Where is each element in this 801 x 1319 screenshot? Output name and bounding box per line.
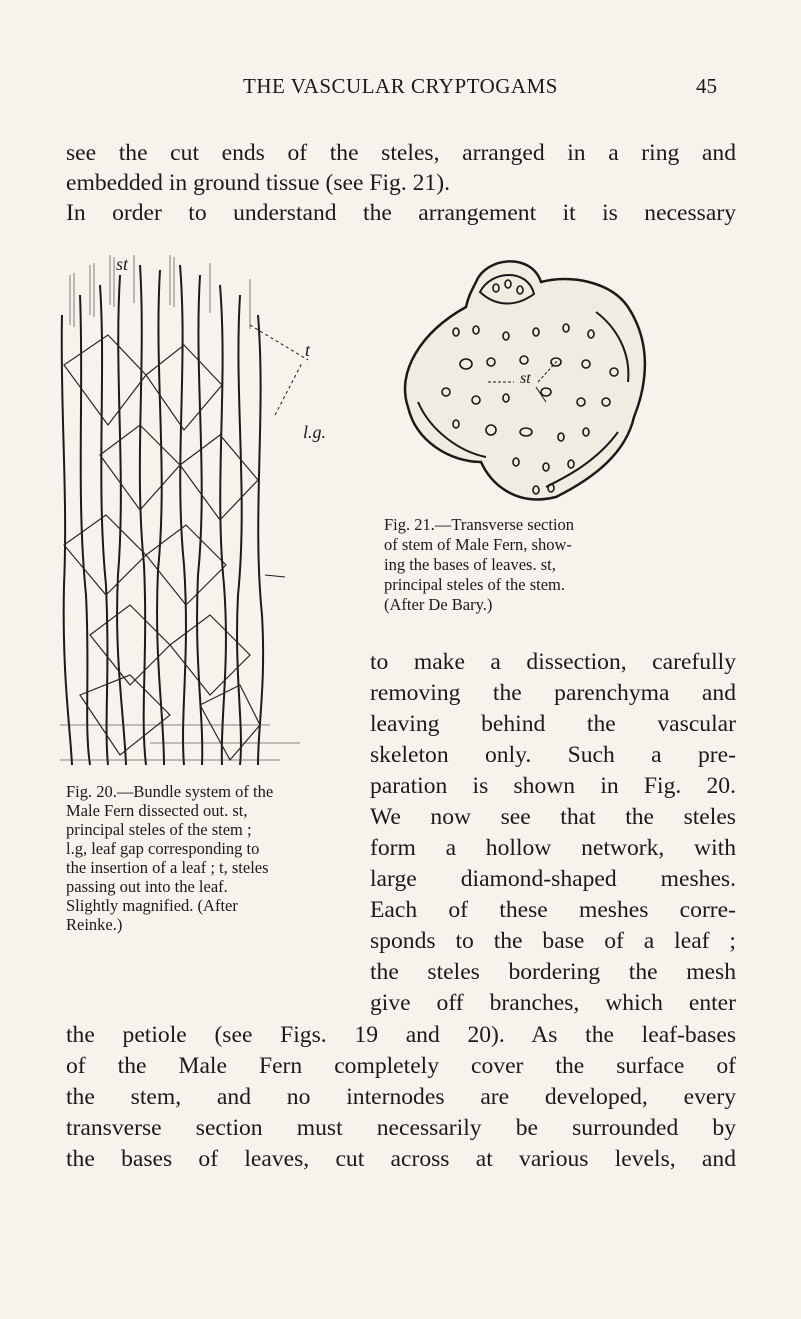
body-line: leaving behind the vascular	[370, 711, 736, 737]
body-line: embedded in ground tissue (see Fig. 21).	[66, 170, 450, 196]
body-line: the bases of leaves, cut across at various levels, and	[66, 1146, 736, 1172]
body-line: Each of these meshes corre-	[370, 897, 736, 923]
body-line: sponds to the base of a leaf ;	[370, 928, 736, 954]
fig21-caption-line: of stem of Male Fern, show-	[384, 535, 572, 554]
body-line: paration is shown in Fig. 20.	[370, 773, 736, 799]
page-number: 45	[696, 74, 717, 98]
body-line: large diamond-shaped meshes.	[370, 866, 736, 892]
fig21-label-st: st	[520, 370, 531, 387]
fig20-caption-line: Reinke.)	[66, 915, 123, 934]
body-line: form a hollow network, with	[370, 835, 736, 861]
body-line: to make a dissection, carefully	[370, 649, 736, 675]
fig20-label-st: st	[116, 254, 129, 274]
body-line: transverse section must necessarily be surrounded by	[66, 1115, 736, 1141]
body-line: skeleton only. Such a pre-	[370, 742, 736, 768]
body-line: We now see that the steles	[370, 804, 736, 830]
fig21-caption-line: principal steles of the stem.	[384, 575, 565, 594]
fig21-caption-line: ing the bases of leaves. st,	[384, 555, 556, 574]
body-line: the stem, and no internodes are developed, every	[66, 1084, 736, 1110]
fig20-caption-line: Male Fern dissected out. st,	[66, 801, 248, 820]
body-line: give off branches, which enter	[370, 990, 736, 1016]
fig21-caption-line: Fig. 21.—Transverse section	[384, 515, 575, 534]
fig20-caption-line: passing out into the leaf.	[66, 877, 228, 896]
fig20-label-lg: l.g.	[303, 422, 327, 442]
fig20-caption-line: principal steles of the stem ;	[66, 820, 252, 839]
body-line: see the cut ends of the steles, arranged in a ring and	[66, 140, 736, 166]
body-line: of the Male Fern completely cover the surface of	[66, 1053, 736, 1079]
body-line: In order to understand the arrangement it is necessary	[66, 200, 736, 226]
body-line: the steles bordering the mesh	[370, 959, 736, 985]
fig20-caption-line: l.g, leaf gap corresponding to	[66, 839, 260, 858]
running-title: THE VASCULAR CRYPTOGAMS	[243, 74, 558, 98]
fig20-caption-line: the insertion of a leaf ; t, steles	[66, 858, 269, 877]
fig20-caption-line: Fig. 20.—Bundle system of the	[66, 782, 274, 801]
fig21-caption-line: (After De Bary.)	[384, 595, 493, 614]
body-line: removing the parenchyma and	[370, 680, 736, 706]
fig20-caption-line: Slightly magnified. (After	[66, 896, 238, 915]
fig20-label-t: t	[305, 340, 311, 360]
fig20-illustration	[50, 255, 322, 775]
body-line: the petiole (see Figs. 19 and 20). As the leaf-bases	[66, 1022, 736, 1048]
